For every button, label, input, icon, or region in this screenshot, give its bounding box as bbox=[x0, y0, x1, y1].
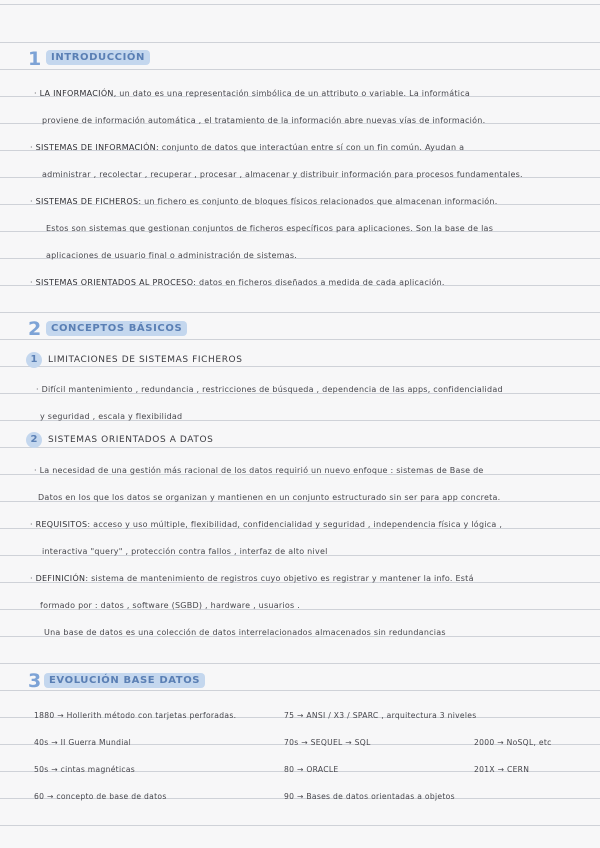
item-continuation: Estos son sistemas que gestionan conjuntos de ficheros específicos para aplicaciones. Son la base de las bbox=[46, 224, 494, 233]
section-title: CONCEPTOS BÁSICOS bbox=[46, 321, 187, 336]
item-text: , un dato es una representación simbólica de un attributo o variable. La informática bbox=[113, 89, 471, 98]
section-title: INTRODUCCIÓN bbox=[46, 50, 150, 65]
list-item: · SISTEMAS ORIENTADOS AL PROCESO: datos en ficheros diseñados a medida de cada aplicación. bbox=[30, 278, 445, 287]
section-number: 2 bbox=[28, 318, 42, 340]
term: REQUISITOS bbox=[35, 520, 88, 529]
item-continuation: interactiva "query" , protección contra fallos , interfaz de alto nivel bbox=[42, 547, 328, 556]
list-item: · DEFINICIÓN: sistema de mantenimiento de registros cuyo objetivo es registrar y mantener la info. Está bbox=[30, 574, 474, 583]
timeline-entry: 1880 → Hollerith método con tarjetas perforadas. bbox=[34, 711, 237, 720]
section-title: EVOLUCIÓN BASE DATOS bbox=[44, 673, 205, 688]
term: SISTEMAS DE INFORMACIÓN bbox=[35, 143, 156, 152]
item-continuation: Una base de datos es una colección de datos interrelacionados almacenados sin redundancias bbox=[44, 628, 446, 637]
term: DEFINICIÓN bbox=[35, 574, 86, 583]
text-line: y seguridad , escala y flexibilidad bbox=[40, 412, 183, 421]
subsection-title: LIMITACIONES DE SISTEMAS FICHEROS bbox=[48, 355, 243, 365]
subsection-number: 1 bbox=[26, 352, 42, 368]
section-number: 1 bbox=[28, 48, 42, 70]
timeline-entry: 70s → SEQUEL → SQL bbox=[284, 738, 371, 747]
timeline-entry: 90 → Bases de datos orientadas a objetos bbox=[284, 792, 455, 801]
timeline-entry: 80 → ORACLE bbox=[284, 765, 339, 774]
list-item: · REQUISITOS: acceso y uso múltiple, flexibilidad, confidencialidad y seguridad , independencia física y lógica , bbox=[30, 520, 503, 529]
subsection-number: 2 bbox=[26, 432, 42, 448]
item-text: : acceso y uso múltiple, flexibilidad, confidencialidad y seguridad , independencia física y lógica , bbox=[87, 520, 503, 529]
item-text: : sistema de mantenimiento de registros cuyo objetivo es registrar y mantener la info. Está bbox=[85, 574, 474, 583]
timeline-entry: 60 → concepto de base de datos bbox=[34, 792, 167, 801]
list-item: · SISTEMAS DE INFORMACIÓN: conjunto de datos que interactúan entre sí con un fin común. Ayudan a bbox=[30, 143, 465, 152]
item-continuation: proviene de información automática , el tratamiento de la información abre nuevas vías de información. bbox=[42, 116, 486, 125]
term: LA INFORMACIÓN bbox=[39, 89, 114, 98]
item-continuation: formado por : datos , software (SGBD) , hardware , usuarios . bbox=[40, 601, 301, 610]
section-number: 3 bbox=[28, 670, 42, 692]
item-text: : datos en ficheros diseñados a medida de cada aplicación. bbox=[193, 278, 445, 287]
item-text: : un fichero es conjunto de bloques físicos relacionados que almacenan información. bbox=[138, 197, 498, 206]
term: SISTEMAS ORIENTADOS AL PROCESO bbox=[35, 278, 194, 287]
text-line: Datos en los que los datos se organizan y mantienen en un conjunto estructurado sin ser para app concreta. bbox=[38, 493, 501, 502]
item-continuation: aplicaciones de usuario final o administración de sistemas. bbox=[46, 251, 298, 260]
list-item: · SISTEMAS DE FICHEROS: un fichero es conjunto de bloques físicos relacionados que almacenan información. bbox=[30, 197, 498, 206]
item-continuation: administrar , recolectar , recuperar , procesar , almacenar y distribuir información para procesos fundamentales. bbox=[42, 170, 523, 179]
timeline-entry: 50s → cintas magnéticas bbox=[34, 765, 136, 774]
text-line: · Difícil mantenimiento , redundancia , restricciones de búsqueda , dependencia de las apps, confidencialidad bbox=[36, 385, 503, 394]
text-line: · La necesidad de una gestión más racional de los datos requirió un nuevo enfoque : sistemas de Base de bbox=[34, 466, 484, 475]
list-item: · LA INFORMACIÓN, un dato es una representación simbólica de un attributo o variable. La informática bbox=[34, 89, 471, 98]
timeline-entry: 75 → ANSI / X3 / SPARC , arquitectura 3 niveles bbox=[284, 711, 477, 720]
timeline-entry: 201X → CERN bbox=[474, 765, 530, 774]
item-text: : conjunto de datos que interactúan entre sí con un fin común. Ayudan a bbox=[155, 143, 465, 152]
subsection-title: SISTEMAS ORIENTADOS A DATOS bbox=[48, 435, 214, 445]
timeline-entry: 2000 → NoSQL, etc bbox=[474, 738, 552, 747]
timeline-entry: 40s → II Guerra Mundial bbox=[34, 738, 132, 747]
term: SISTEMAS DE FICHEROS bbox=[35, 197, 139, 206]
